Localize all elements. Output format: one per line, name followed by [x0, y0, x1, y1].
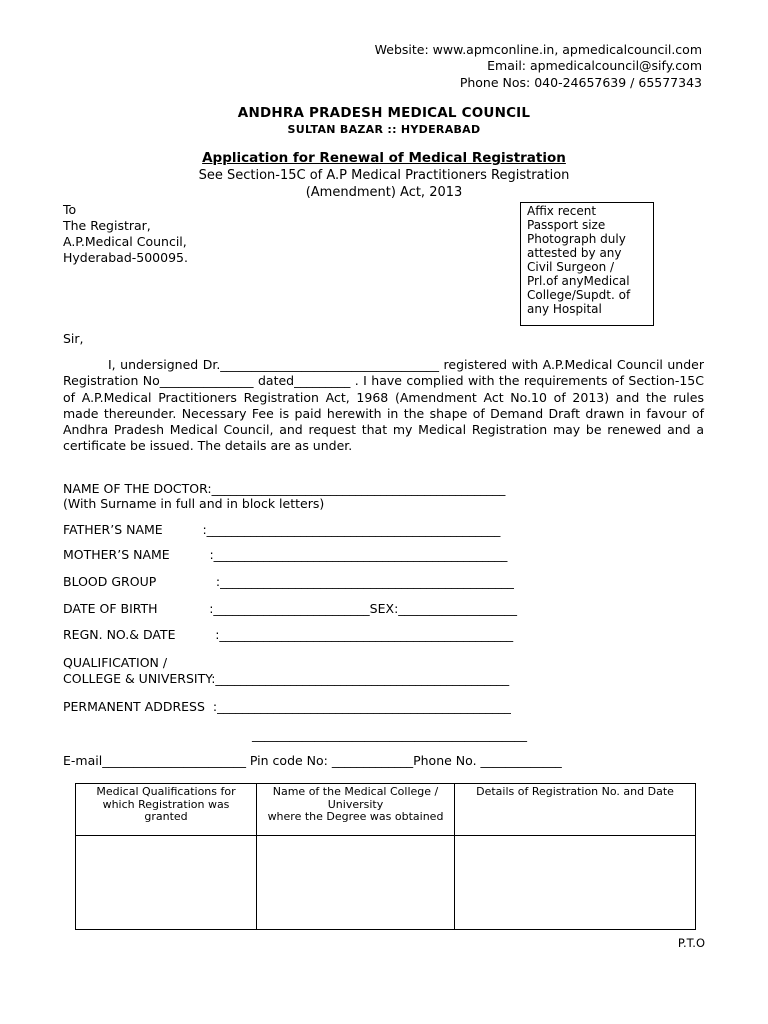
qualification-label: QUALIFICATION / [63, 655, 168, 670]
email-pin-phone-field[interactable]: E-mail_______________________ Pin code No: _____________Phone No. _____________ [63, 753, 562, 768]
website-text: Website: www.apmconline.in, apmedicalcouncil.com [374, 42, 702, 57]
blood-group-field[interactable]: BLOOD GROUP :_______________________________________________ [63, 574, 514, 589]
council-name: ANDHRA PRADESH MEDICAL COUNCIL [237, 105, 531, 121]
regn-field[interactable]: REGN. NO.& DATE :_______________________________________________ [63, 627, 514, 642]
section-line-1: See Section-15C of A.P Medical Practitioners Registration [198, 168, 570, 183]
email-text: Email: apmedicalcouncil@sify.com [487, 58, 702, 73]
table-header-registration: Details of Registration No. and Date [455, 784, 696, 836]
salutation: Sir, [63, 331, 84, 346]
father-name-field[interactable]: FATHER’S NAME :_______________________________________________ [63, 522, 501, 537]
table-cell-registration[interactable] [455, 836, 696, 930]
pto-text: P.T.O [677, 936, 705, 950]
photo-box[interactable]: Affix recent Passport size Photograph duly attested by any Civil Surgeon / Prl.of anyMedical College/Supdt. of any Hospital [520, 202, 654, 326]
qualifications-table [75, 783, 696, 930]
section-line-2: (Amendment) Act, 2013 [305, 185, 463, 200]
address-to: To [63, 202, 77, 217]
mother-name-field[interactable]: MOTHER’S NAME :_______________________________________________ [63, 547, 508, 562]
phone-text: Phone Nos: 040-24657639 / 65577343 [459, 75, 702, 90]
address-line-2: A.P.Medical Council, [63, 234, 187, 249]
table-header-qualifications: Medical Qualifications for which Registration was granted [76, 784, 257, 836]
dob-sex-field[interactable]: DATE OF BIRTH :_________________________SEX:___________________ [63, 601, 518, 616]
table-header-row [76, 784, 696, 836]
address-line-1: The Registrar, [63, 218, 151, 233]
table-cell-qualifications[interactable] [76, 836, 257, 930]
table-header-college: Name of the Medical College / University where the Degree was obtained [257, 784, 455, 836]
permanent-address-field[interactable]: PERMANENT ADDRESS :_______________________________________________ [63, 699, 511, 714]
doctor-name-field[interactable]: NAME OF THE DOCTOR:_______________________________________________ [63, 481, 506, 496]
table-row [76, 836, 696, 930]
council-location: SULTAN BAZAR :: HYDERABAD [287, 123, 481, 136]
permanent-address-line-2[interactable]: ____________________________________________ [252, 727, 527, 742]
address-line-3: Hyderabad-500095. [63, 250, 188, 265]
doctor-name-note: (With Surname in full and in block letters) [63, 496, 325, 511]
body-paragraph: I, undersigned Dr.___________________________________ registered with A.P.Medical Council under Registration No_______________ dated_________ . I have complied with the requirements of Section-15C of A.P.Medical Practitioners Registration Act, 1968 (Amendment Act No.10 of 2013) and the rules made thereunder. Necessary Fee is paid herewith in the shape of Demand Draft drawn in favour of Andhra Pradesh Medical Council, and request that my Medical Registration may be renewed and a certificate be issued. The details are as under. [63, 357, 704, 454]
college-field[interactable]: COLLEGE & UNIVERSITY:_______________________________________________ [63, 671, 510, 686]
table-cell-college[interactable] [257, 836, 455, 930]
form-title: Application for Renewal of Medical Registration [202, 150, 566, 166]
